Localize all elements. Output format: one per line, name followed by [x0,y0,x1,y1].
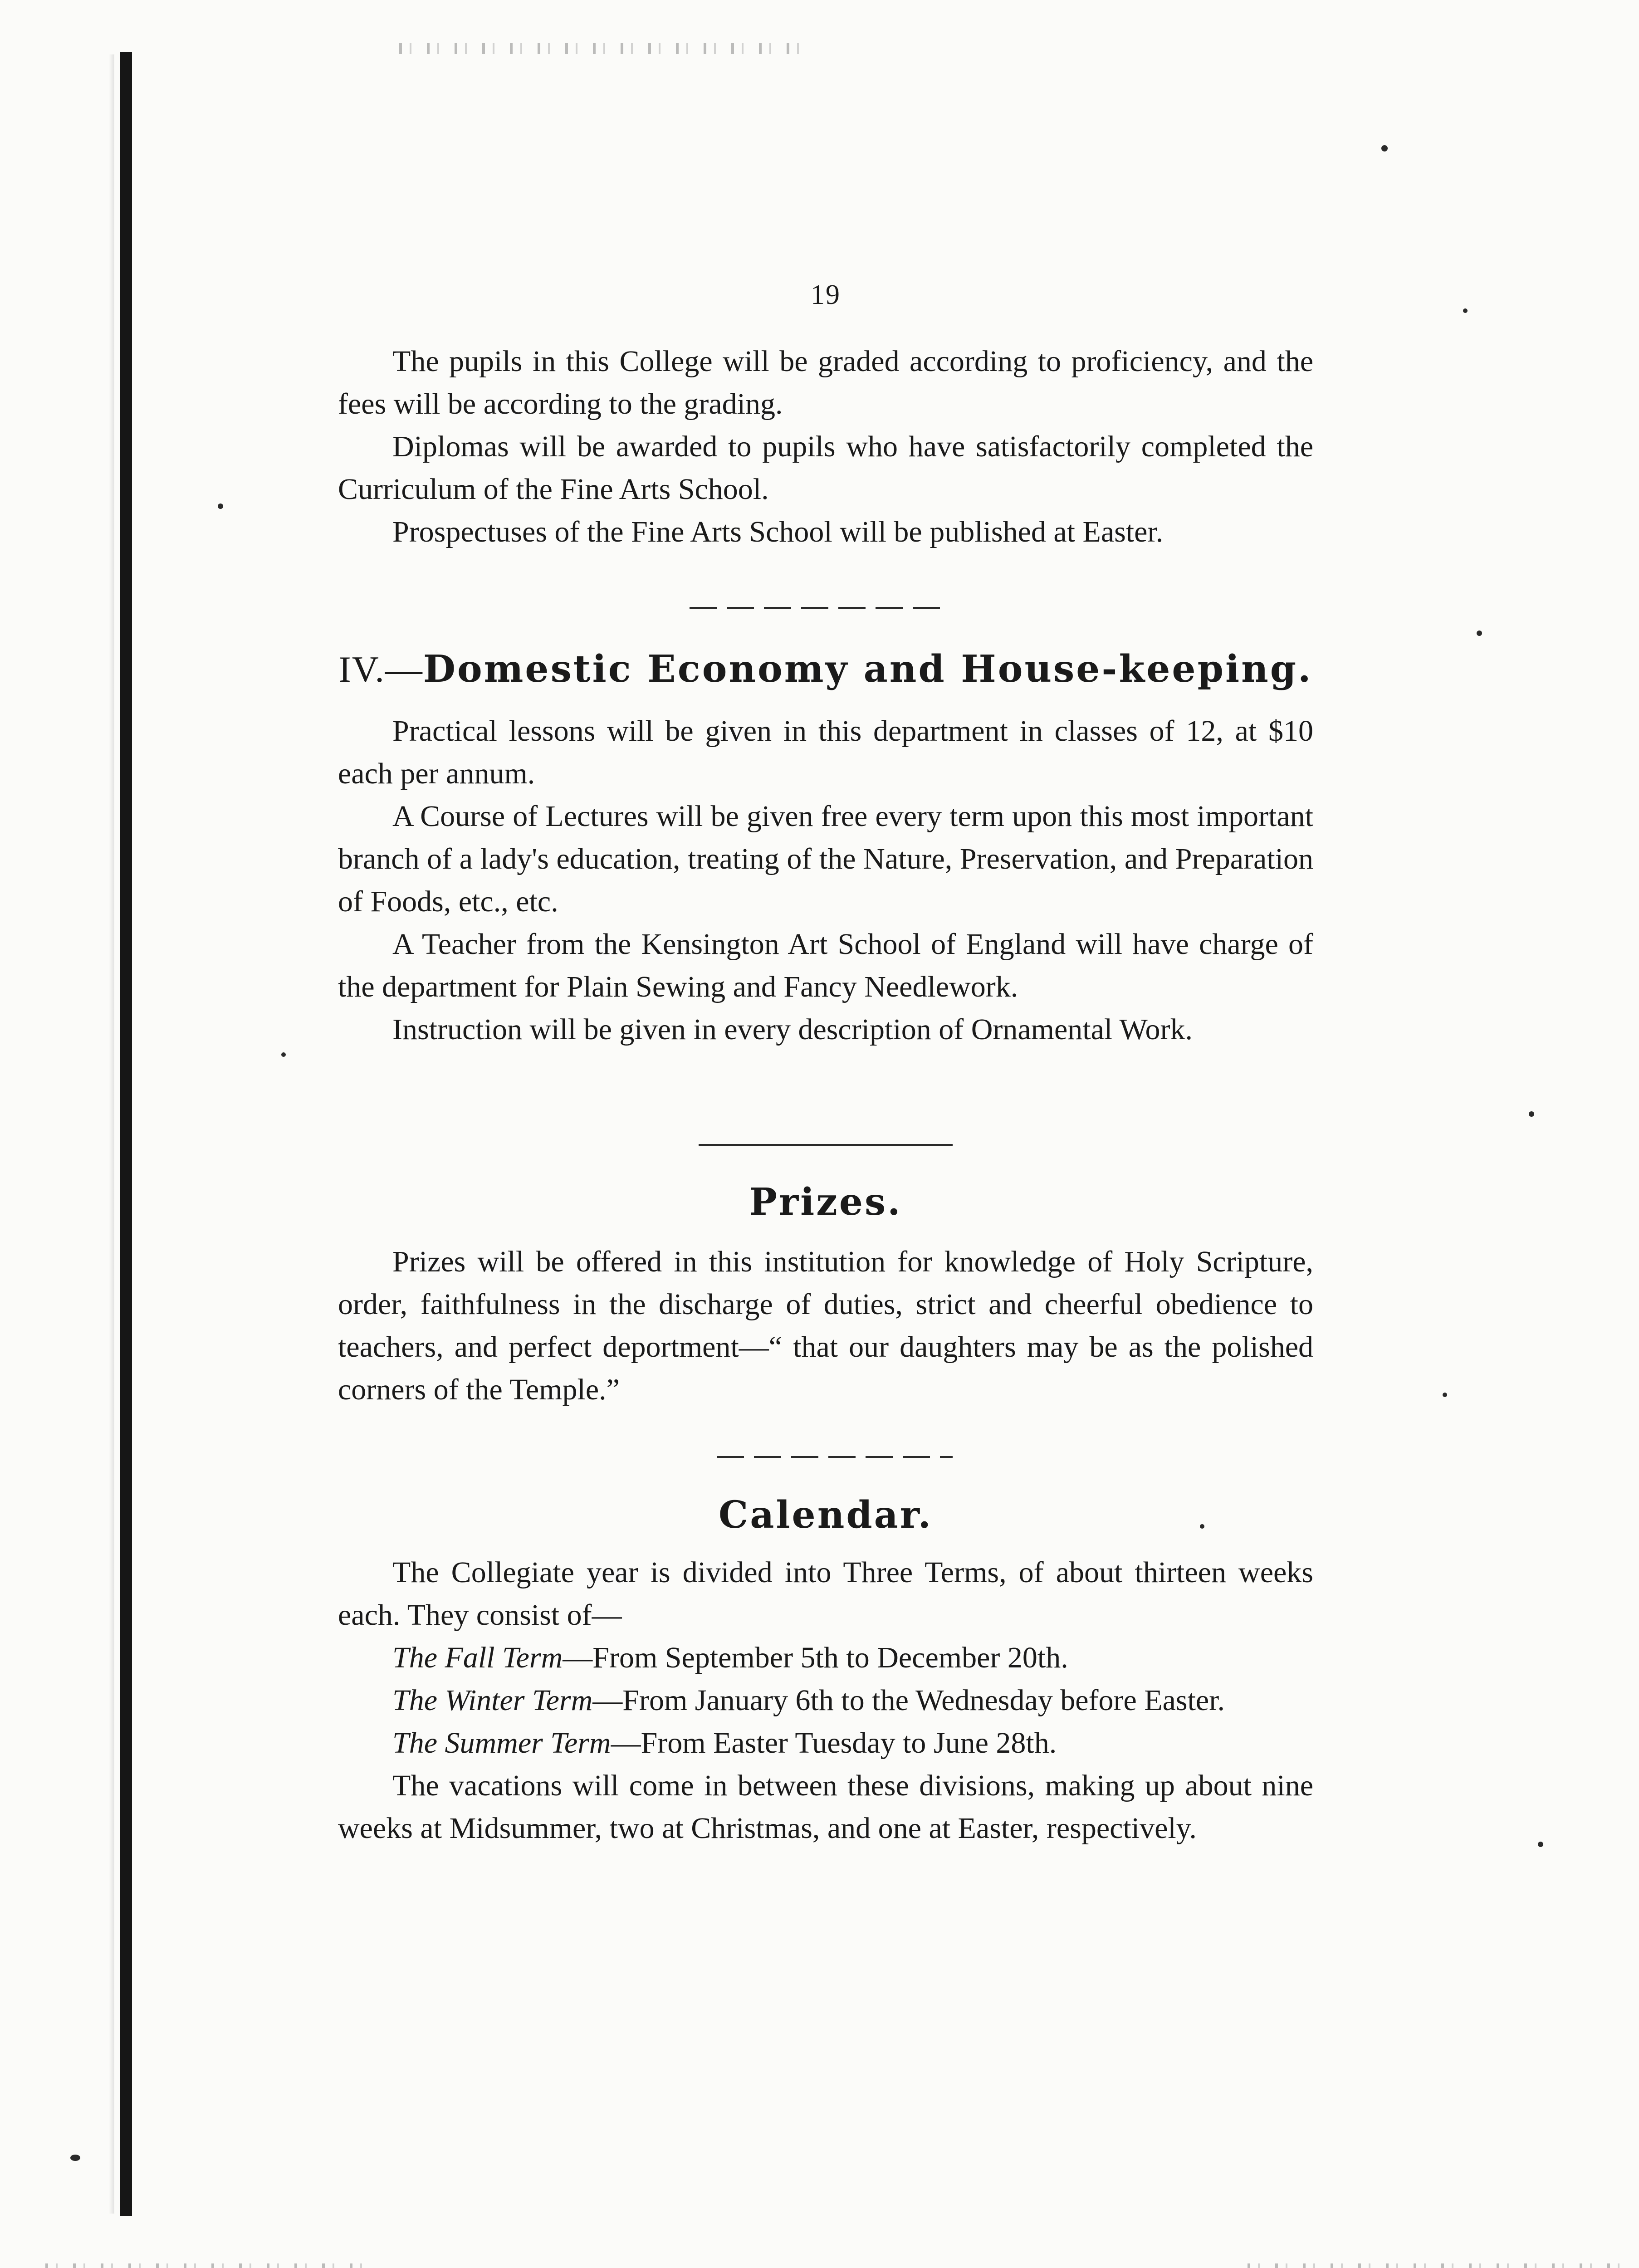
paragraph: The Collegiate year is divided into Three Terms, of about thirteen weeks each. They consist of— [338,1556,1313,1632]
paragraph: The vacations will come in between these divisions, making up about nine weeks at Midsummer, two at Christmas, and one at Easter, respectively. [338,1769,1313,1845]
paragraph: Prospectuses of the Fine Arts School will be published at Easter. [392,515,1164,548]
paragraph: Prizes will be offered in this institution for knowledge of Holy Scripture, order, faithfulness in the discharge of duties, strict and cheerful obedience to teachers, and perfect deportment—“ that our daughters may be as the polished corners of the Temple.” [338,1245,1313,1406]
section-heading-domestic [338,646,1313,692]
scan-noise-bottom-right [1248,2263,1619,2268]
section-divider [717,1456,953,1458]
page-number: 19 [811,279,841,310]
prizes-section [338,1241,1313,1411]
section-heading-prizes: Prizes. [749,1180,902,1224]
scan-noise-top [399,43,807,54]
section-title: Domestic Economy and House-keeping. [423,647,1313,691]
speck [70,2155,80,2161]
binding-shadow [109,54,114,2214]
book-binding-edge [120,52,132,2216]
paragraph: Instruction will be given in every description of Ornamental Work. [392,1013,1193,1046]
term-entry [338,1637,1313,1679]
term-name: The Winter Term [392,1684,593,1717]
speck [1529,1111,1534,1117]
term-dates: —From September 5th to December 20th. [563,1641,1068,1674]
paragraph: Diplomas will be awarded to pupils who have satisfactorily completed the Curriculum of the Fine Arts School. [338,430,1313,506]
paragraph: The pupils in this College will be graded according to proficiency, and the fees will be according to the grading. [338,345,1313,420]
section-divider [690,607,941,609]
section-numeral: IV.— [338,649,423,690]
paragraph: Practical lessons will be given in this department in classes of 12, at $10 each per annum. [338,714,1313,790]
term-dates: —From Easter Tuesday to June 28th. [611,1726,1057,1760]
speck [1443,1393,1447,1397]
section-divider [699,1144,953,1146]
section-heading-calendar: Calendar. [718,1493,933,1537]
paragraph: A Teacher from the Kensington Art School of England will have charge of the department for Plain Sewing and Fancy Needlework. [338,928,1313,1003]
paragraph: A Course of Lectures will be given free every term upon this most important branch of a lady's education, treating of the Nature, Preservation, and Preparation of Foods, etc., etc. [338,800,1313,918]
term-name: The Fall Term [392,1641,563,1674]
speck [1477,631,1482,636]
speck [1463,308,1468,313]
speck [1381,145,1388,152]
speck [281,1052,286,1057]
term-dates: —From January 6th to the Wednesday before Easter. [592,1684,1225,1717]
fine-arts-section [338,340,1313,553]
speck [1538,1842,1543,1847]
scan-noise-bottom [45,2263,363,2268]
term-entry [338,1679,1313,1722]
term-entry [338,1722,1313,1765]
domestic-section [338,710,1313,1051]
speck [218,503,223,509]
term-name: The Summer Term [392,1726,611,1760]
calendar-section [338,1551,1313,1850]
